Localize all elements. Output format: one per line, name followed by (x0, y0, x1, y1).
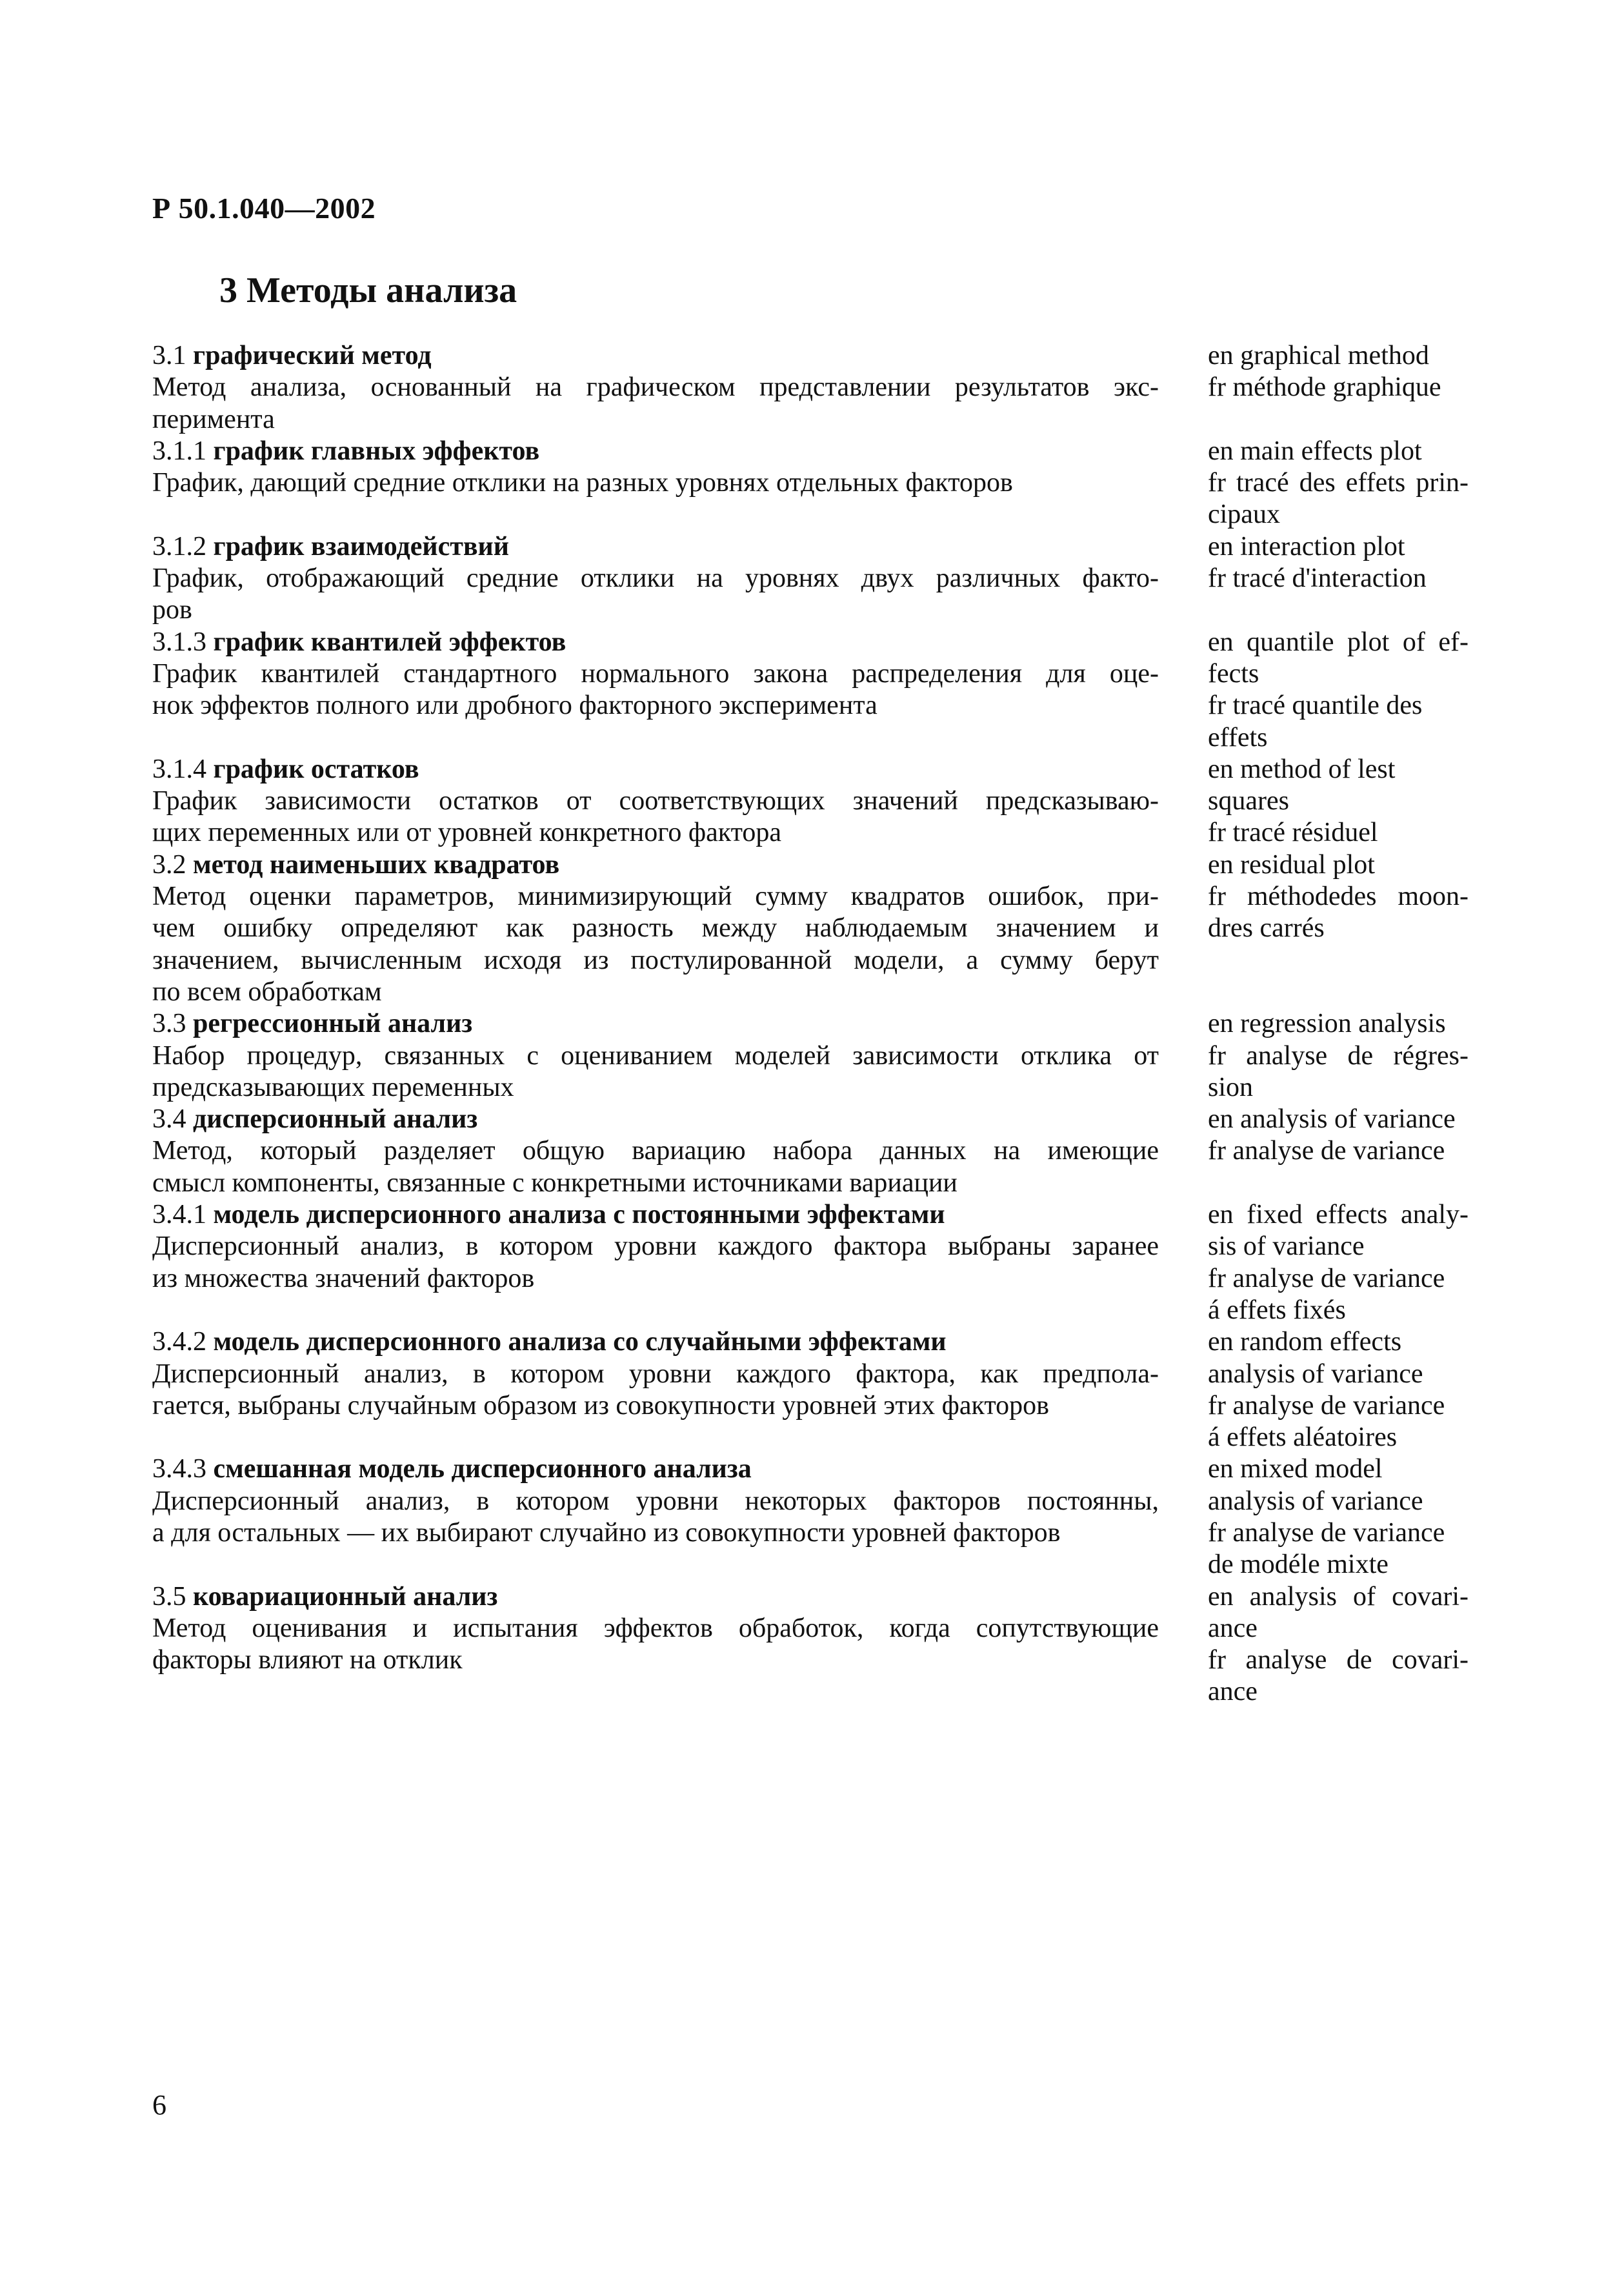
translation-line: fr tracé résiduel (1208, 818, 1378, 848)
term-definition-column (152, 627, 1159, 754)
term-name: регрессионный анализ (193, 1009, 473, 1039)
term-number: 3.4.2 (152, 1327, 206, 1357)
term-number: 3.5 (152, 1581, 186, 1612)
translation-line: de modéle mixte (1208, 1550, 1388, 1580)
translation-line: analysis of variance (1208, 1359, 1423, 1389)
translation-line: en mixed model (1208, 1454, 1383, 1484)
definition-line: из множества значений факторов (152, 1263, 535, 1293)
term-heading (152, 1581, 1159, 1613)
term-name: график главных эффектов (213, 436, 540, 466)
term-name: дисперсионный анализ (193, 1104, 478, 1135)
term-number: 3.1 (152, 341, 186, 370)
term-entry (152, 754, 1469, 849)
definition-line: Дисперсионный анализ, в котором уровни каждого фактора, как предпола- (152, 1359, 1159, 1389)
term-entry (152, 436, 1469, 531)
term-name: ковариационный анализ (193, 1581, 498, 1612)
translation-line: fr tracé quantile des (1208, 691, 1423, 721)
term-definition-column (152, 1581, 1159, 1708)
definition-line: График квантилей стандартного нормального закона распределения для оце- (152, 658, 1159, 689)
term-definition-column (152, 531, 1159, 627)
term-entry (152, 531, 1469, 627)
term-heading (152, 436, 1159, 467)
translation-line: fr méthodedes moon- (1208, 882, 1469, 912)
term-heading (152, 1326, 1159, 1358)
translation-line: fr analyse de régres- (1208, 1040, 1469, 1071)
term-number: 3.1.1 (152, 436, 206, 466)
term-name: график остатков (213, 754, 419, 784)
translation-line: en quantile plot of ef- (1208, 627, 1469, 657)
standard-code: Р 50.1.040—2002 (152, 192, 376, 225)
definition-line: Метод оценивания и испытания эффектов обработок, когда сопутствующие (152, 1613, 1159, 1643)
term-definition-column (152, 1199, 1159, 1326)
term-name: модель дисперсионного анализа с постоянными эффектами (213, 1200, 945, 1230)
term-heading (152, 1453, 1159, 1485)
term-entry (152, 1326, 1469, 1453)
translation-line: cipaux (1208, 500, 1280, 530)
term-entry (152, 1104, 1469, 1199)
translation-line: effets (1208, 722, 1268, 753)
definition-line: График зависимости остатков от соответствующих значений предсказываю- (152, 786, 1159, 816)
terms-list (152, 340, 1469, 1708)
term-definition-column (152, 340, 1159, 436)
term-entry (152, 340, 1469, 436)
term-heading (152, 1008, 1159, 1040)
term-definition-column (152, 1453, 1159, 1581)
translation-line: ance (1208, 1613, 1258, 1643)
section-title: 3 Методы анализа (219, 270, 517, 310)
term-heading (152, 1104, 1159, 1135)
definition-line: чем ошибку определяют как разность между наблюдаемым значением и (152, 913, 1159, 944)
term-number: 3.2 (152, 849, 186, 880)
translation-line: fr méthode graphique (1208, 372, 1441, 403)
definition-line: Метод, который разделяет общую вариацию набора данных на имеющие (152, 1136, 1159, 1166)
term-entry (152, 1008, 1469, 1104)
translation-line: fects (1208, 658, 1259, 689)
translation-line: analysis of variance (1208, 1486, 1423, 1516)
translation-line: en method of lest (1208, 754, 1396, 784)
definition-line: График, отображающий средние отклики на уровнях двух различных факто- (152, 563, 1159, 594)
translation-line: sis of variance (1208, 1231, 1365, 1262)
translation-line: en main effects plot (1208, 436, 1422, 466)
translation-line: á effets fixés (1208, 1295, 1346, 1325)
translation-line: en graphical method (1208, 341, 1429, 370)
term-number: 3.4.3 (152, 1454, 206, 1484)
term-heading (152, 627, 1159, 658)
definition-line: ров (152, 595, 192, 625)
translation-line: fr tracé des effets prin- (1208, 468, 1469, 498)
translation-line: en analysis of covari- (1208, 1581, 1469, 1612)
translation-column (1208, 754, 1469, 849)
translation-line: fr analyse de variance (1208, 1390, 1445, 1421)
translation-line: en regression analysis (1208, 1009, 1446, 1039)
translation-line: en interaction plot (1208, 531, 1405, 561)
definition-line: по всем обработкам (152, 976, 382, 1007)
term-definition-column (152, 1104, 1159, 1199)
definition-line: смысл компоненты, связанные с конкретными источниками вариации (152, 1168, 957, 1198)
term-number: 3.1.3 (152, 627, 206, 657)
translation-line: en random effects (1208, 1327, 1402, 1357)
translation-line: fr analyse de variance (1208, 1136, 1445, 1166)
term-entry (152, 1199, 1469, 1326)
definition-line: факторы влияют на отклик (152, 1645, 463, 1675)
term-number: 3.3 (152, 1009, 186, 1039)
translation-column (1208, 627, 1469, 754)
definition-line: Метод оценки параметров, минимизирующий сумму квадратов ошибок, при- (152, 882, 1159, 912)
translation-column (1208, 1199, 1469, 1326)
term-entry (152, 627, 1469, 754)
term-number: 3.1.4 (152, 754, 206, 784)
definition-line: а для остальных — их выбирают случайно из совокупности уровней факторов (152, 1517, 1061, 1548)
translation-column (1208, 1008, 1469, 1104)
term-entry (152, 1453, 1469, 1581)
definition-line: щих переменных или от уровней конкретного фактора (152, 818, 782, 848)
term-heading (152, 531, 1159, 563)
definition-line: перимента (152, 404, 275, 434)
term-heading (152, 754, 1159, 785)
term-name: смешанная модель дисперсионного анализа (213, 1454, 752, 1484)
translation-column (1208, 1453, 1469, 1581)
translation-line: en fixed effects analy- (1208, 1200, 1469, 1230)
page-number: 6 (152, 2089, 166, 2121)
term-number: 3.1.2 (152, 531, 206, 561)
translation-column (1208, 340, 1469, 436)
term-number: 3.4.1 (152, 1200, 206, 1230)
definition-line: Дисперсионный анализ, в котором уровни некоторых факторов постоянны, (152, 1486, 1159, 1516)
translation-line: en analysis of variance (1208, 1104, 1456, 1135)
translation-column (1208, 1104, 1469, 1199)
term-name: метод наименьших квадратов (193, 849, 560, 880)
term-heading (152, 1199, 1159, 1231)
translation-line: squares (1208, 786, 1289, 816)
term-definition-column (152, 1326, 1159, 1453)
term-name: график квантилей эффектов (213, 627, 566, 657)
translation-column (1208, 436, 1469, 531)
term-entry (152, 849, 1469, 1008)
translation-line: fr tracé d'interaction (1208, 563, 1427, 594)
translation-line: fr analyse de variance (1208, 1517, 1445, 1548)
translation-line: fr analyse de covari- (1208, 1645, 1469, 1675)
term-heading (152, 849, 1159, 881)
definition-line: Дисперсионный анализ, в котором уровни каждого фактора выбраны заранее (152, 1231, 1159, 1262)
term-definition-column (152, 849, 1159, 1008)
term-entry (152, 1581, 1469, 1708)
translation-line: sion (1208, 1072, 1254, 1102)
term-definition-column (152, 754, 1159, 849)
term-definition-column (152, 1008, 1159, 1104)
translation-line: fr analyse de variance (1208, 1263, 1445, 1293)
translation-line: ance (1208, 1677, 1258, 1707)
term-name: модель дисперсионного анализа со случайными эффектами (213, 1327, 947, 1357)
term-number: 3.4 (152, 1104, 186, 1135)
translation-column (1208, 1581, 1469, 1708)
translation-column (1208, 531, 1469, 627)
translation-line: á effets aléatoires (1208, 1422, 1398, 1453)
term-definition-column (152, 436, 1159, 531)
definition-line: гается, выбраны случайным образом из совокупности уровней этих факторов (152, 1390, 1049, 1421)
term-name: графический метод (193, 341, 432, 370)
term-name: график взаимодействий (213, 531, 509, 561)
definition-line: значением, вычисленным исходя из постулированной модели, а сумму берут (152, 945, 1159, 975)
definition-line: Набор процедур, связанных с оцениванием моделей зависимости отклика от (152, 1040, 1159, 1071)
definition-line: предсказывающих переменных (152, 1072, 514, 1102)
translation-column (1208, 1326, 1469, 1453)
translation-column (1208, 849, 1469, 1008)
definition-line: Метод анализа, основанный на графическом представлении результатов экс- (152, 372, 1159, 403)
definition-line: нок эффектов полного или дробного факторного эксперимента (152, 691, 877, 721)
term-heading (152, 340, 1159, 372)
translation-line: dres carrés (1208, 913, 1325, 944)
definition-line: График, дающий средние отклики на разных уровнях отдельных факторов (152, 468, 1013, 498)
translation-line: en residual plot (1208, 849, 1375, 880)
